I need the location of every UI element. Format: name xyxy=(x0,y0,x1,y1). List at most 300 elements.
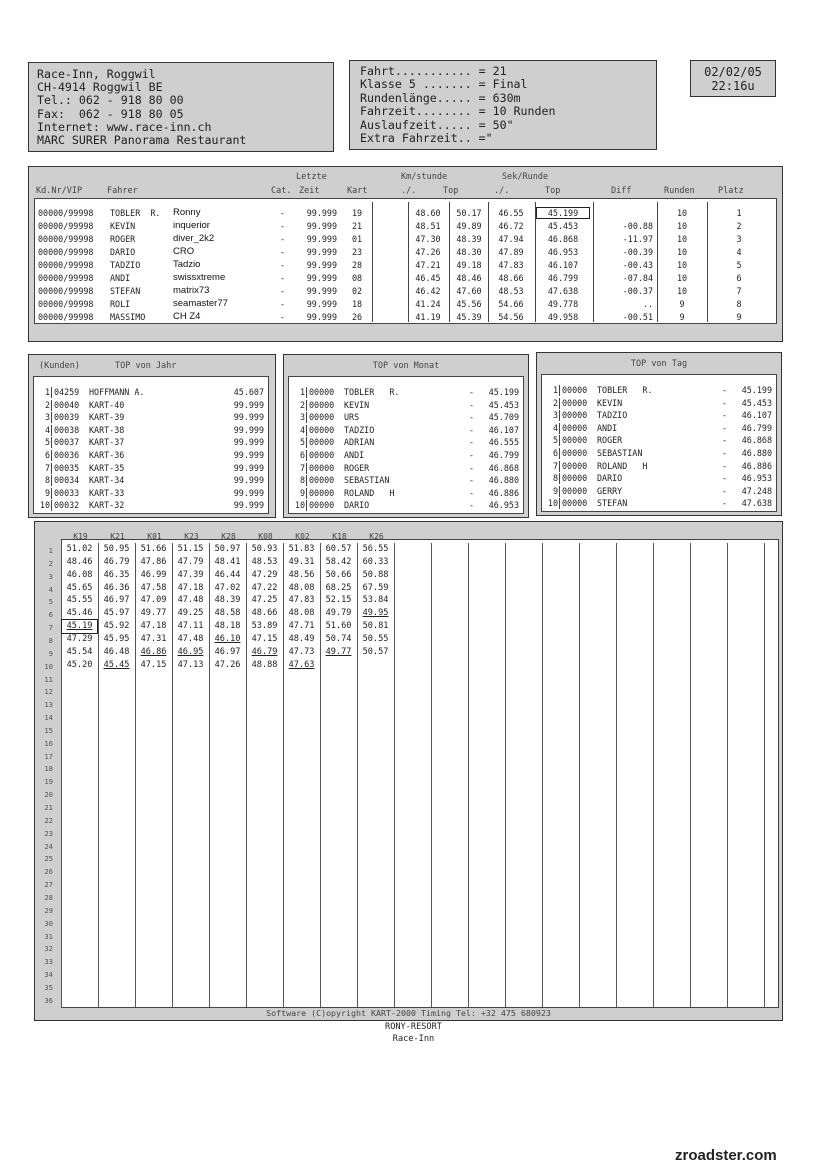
top-kdnr: 00000 xyxy=(562,385,588,395)
top-time: 45.453 xyxy=(488,399,519,410)
top-kdnr: 00000 xyxy=(309,450,335,460)
lap-number: 18 xyxy=(44,764,53,774)
top-name: KEVIN xyxy=(344,399,370,410)
result-driver: ROGER xyxy=(110,234,136,244)
lap-time: 48.18 xyxy=(214,621,241,632)
top-name: ROGER xyxy=(344,462,370,473)
top-time: 46.555 xyxy=(488,437,519,448)
top-kdnr: 00000 xyxy=(309,462,335,473)
top-time: 45.607 xyxy=(233,387,264,397)
result-sek-avg: 48.66 xyxy=(498,273,524,283)
top-kdnr: 00000 xyxy=(309,487,335,498)
kart-header: K02 xyxy=(295,532,310,541)
top-rank: 5 xyxy=(552,435,558,446)
result-cat: - xyxy=(280,221,286,231)
result-kdnr: 00000/99998 xyxy=(38,247,94,257)
lap-time: 53.89 xyxy=(251,621,278,632)
venue-address xyxy=(37,68,246,147)
result-kmh-top: 45.39 xyxy=(456,312,482,322)
top-dash: - xyxy=(469,500,475,511)
result-sek-avg: 46.55 xyxy=(498,208,524,218)
top-name: KART-35 xyxy=(89,462,125,473)
top-name: ROGER xyxy=(597,435,623,446)
result-zeit: 99.999 xyxy=(306,299,337,309)
top-rank: 2 xyxy=(44,399,50,410)
result-kart: 08 xyxy=(352,273,363,283)
top-jahr-title: TOP von Jahr xyxy=(115,361,177,371)
header-sek: Sek/Runde xyxy=(502,172,549,182)
result-kdnr: 00000/99998 xyxy=(38,234,94,244)
top-name: KART-38 xyxy=(89,424,125,435)
lap-time: 45.95 xyxy=(103,633,130,644)
lap-number: 13 xyxy=(44,700,53,710)
lap-number: 36 xyxy=(44,995,53,1005)
result-nickname: Tadzio xyxy=(173,259,201,270)
lap-column-line xyxy=(394,543,395,1007)
top-name: TOBLER R. xyxy=(597,385,653,395)
top-name: DARIO xyxy=(597,473,623,484)
top-kdnr: 00037 xyxy=(54,437,80,448)
venue-line: MARC SURER Panorama Restaurant xyxy=(37,133,247,148)
result-sek-top: 46.799 xyxy=(547,273,579,283)
result-kmh-avg: 47.30 xyxy=(415,234,441,244)
result-sek-avg: 47.94 xyxy=(498,234,524,244)
lap-time: 47.09 xyxy=(140,595,167,606)
result-kmh-top: 47.60 xyxy=(456,286,482,296)
lap-number: 11 xyxy=(44,674,53,684)
top-name: ROLAND H xyxy=(344,487,395,498)
lap-time: 49.31 xyxy=(288,556,315,567)
lap-time: 47.29 xyxy=(66,633,93,644)
result-platz: 7 xyxy=(736,286,742,296)
result-nickname: matrix73 xyxy=(173,285,210,296)
venue-line: CH-4914 Roggwil BE xyxy=(37,80,163,95)
lap-time: 47.11 xyxy=(177,621,204,632)
lap-time: 47.13 xyxy=(177,659,204,670)
result-diff: -00.37 xyxy=(622,286,653,296)
top-time: 99.999 xyxy=(233,487,264,498)
result-diff: -00.39 xyxy=(622,247,653,257)
result-cat: - xyxy=(280,299,286,309)
result-sek-top: 49.778 xyxy=(547,299,579,309)
lap-time: 48.58 xyxy=(214,608,241,619)
lap-time: 47.86 xyxy=(140,556,167,567)
lap-time: 45.55 xyxy=(66,595,93,606)
lap-time: 46.48 xyxy=(103,646,130,657)
lap-number: 28 xyxy=(44,892,53,902)
top-tag-title: TOP von Tag xyxy=(630,359,688,369)
lap-time: 50.88 xyxy=(362,569,389,580)
top-time: 46.868 xyxy=(741,435,772,446)
lap-time: 46.35 xyxy=(103,569,130,580)
lap-time: 48.08 xyxy=(288,582,315,593)
lap-column-line xyxy=(468,543,469,1007)
top-tag-list xyxy=(541,374,777,512)
top-rank: 8 xyxy=(44,475,50,486)
result-kart: 28 xyxy=(352,260,363,270)
top-time: 46.107 xyxy=(741,410,772,421)
lap-time: 50.55 xyxy=(362,633,389,644)
top-rank: 8 xyxy=(299,475,305,486)
top-time: 45.199 xyxy=(741,385,772,395)
lap-number: 31 xyxy=(44,931,53,941)
header-fahrer: Fahrer xyxy=(107,186,138,196)
header-kdnr: Kd.Nr/VIP xyxy=(36,186,83,196)
result-sek-top: 46.107 xyxy=(547,260,579,270)
lap-number: 23 xyxy=(44,828,53,838)
lap-time: 51.60 xyxy=(325,621,352,632)
result-platz: 2 xyxy=(736,221,742,231)
top-time: 45.453 xyxy=(741,397,772,408)
result-kmh-avg: 48.51 xyxy=(415,221,441,231)
lap-number: 4 xyxy=(48,584,53,594)
result-platz: 3 xyxy=(736,234,742,244)
top-name: HOFFMANN A. xyxy=(89,387,145,397)
lap-time: 46.97 xyxy=(103,595,130,606)
top-dash: - xyxy=(469,450,475,460)
result-driver: ROLI xyxy=(110,299,131,309)
lap-time: 47.39 xyxy=(177,569,204,580)
result-sek-avg: 54.56 xyxy=(498,312,524,322)
kart-header: K19 xyxy=(73,532,88,541)
result-kdnr: 00000/99998 xyxy=(38,221,94,231)
lap-time: 47.29 xyxy=(251,569,278,580)
top-name: URS xyxy=(344,412,360,423)
result-nickname: Ronny xyxy=(173,207,201,218)
results-table xyxy=(34,198,777,324)
result-driver: DARIO xyxy=(110,247,136,257)
result-zeit: 99.999 xyxy=(306,221,337,231)
kart-header: K18 xyxy=(332,532,347,541)
date: 02/02/05 xyxy=(704,65,762,79)
top-dash: - xyxy=(469,487,475,498)
result-kmh-avg: 46.42 xyxy=(415,286,441,296)
top-rank: 7 xyxy=(552,460,558,471)
lap-time: 50.93 xyxy=(251,544,278,554)
result-sek-top: 46.953 xyxy=(547,247,579,257)
top-kdnr: 00038 xyxy=(54,424,80,435)
top-kdnr: 00000 xyxy=(562,448,588,458)
result-sek-top: 47.638 xyxy=(547,286,579,296)
result-sek-avg: 47.89 xyxy=(498,247,524,257)
result-kdnr: 00000/99998 xyxy=(38,312,94,322)
top-tag-panel xyxy=(536,352,782,516)
lap-time: 49.95 xyxy=(362,608,389,619)
top-kdnr: 00000 xyxy=(309,500,335,511)
race-info-line: Klasse 5 ....... = Final xyxy=(360,77,528,92)
lap-time: 49.77 xyxy=(325,646,352,657)
top-name: TADZIO xyxy=(344,424,375,435)
lap-time: 50.66 xyxy=(325,569,352,580)
top-rank: 2 xyxy=(552,397,558,408)
top-jahr-label: (Kunden) xyxy=(39,361,80,371)
result-diff: -00.43 xyxy=(622,260,653,270)
result-kart: 26 xyxy=(352,312,363,322)
lap-time: 47.18 xyxy=(177,582,204,593)
top-rank: 9 xyxy=(44,487,50,498)
lap-time: 47.79 xyxy=(177,556,204,567)
top-kdnr: 00000 xyxy=(309,412,335,423)
top-time: 46.880 xyxy=(488,475,519,486)
top-dash: - xyxy=(722,435,728,446)
result-kart: 21 xyxy=(352,221,363,231)
lap-time: 68.25 xyxy=(325,582,352,593)
top-time: 99.999 xyxy=(233,450,264,460)
lap-column-line xyxy=(579,543,580,1007)
top-monat-panel xyxy=(283,354,529,518)
top-time: 46.799 xyxy=(488,450,519,460)
top-time: 99.999 xyxy=(233,412,264,423)
result-kmh-top: 49.18 xyxy=(456,260,482,270)
software-copyright: Software (C)opyright KART-2000 Timing Tel: +32 475 680923 xyxy=(266,1008,551,1018)
lap-time: 45.65 xyxy=(66,582,93,593)
result-nickname: swissxtreme xyxy=(173,272,226,283)
top-time: 45.199 xyxy=(488,387,519,397)
result-runden: 10 xyxy=(676,234,688,244)
top-time: 99.999 xyxy=(233,399,264,410)
top-name: KART-34 xyxy=(89,475,125,486)
top-time: 46.886 xyxy=(488,487,519,498)
result-kmh-avg: 47.21 xyxy=(415,260,441,270)
top-time: 46.880 xyxy=(741,448,772,458)
time: 22:16u xyxy=(711,79,755,93)
results-panel xyxy=(28,166,783,342)
lap-time: 46.10 xyxy=(214,633,241,644)
lap-time: 46.44 xyxy=(214,569,241,580)
result-nickname: CH Z4 xyxy=(173,311,201,322)
lap-time: 46.95 xyxy=(177,646,204,657)
top-dash: - xyxy=(469,475,475,486)
top-name: KART-32 xyxy=(89,500,125,511)
top-time: 47.638 xyxy=(741,498,772,509)
result-driver: ANDI xyxy=(110,273,131,283)
lap-column-line xyxy=(727,543,728,1007)
lap-time: 60.33 xyxy=(362,556,389,567)
lap-time: 67.59 xyxy=(362,582,389,593)
top-dash: - xyxy=(722,448,728,458)
result-kdnr: 00000/99998 xyxy=(38,299,94,309)
lap-time: 56.55 xyxy=(362,544,389,554)
lap-time: 46.79 xyxy=(103,556,130,567)
result-kmh-top: 48.39 xyxy=(456,234,482,244)
lap-number: 14 xyxy=(44,713,53,723)
lap-number: 34 xyxy=(44,970,53,980)
result-runden: 10 xyxy=(676,260,688,270)
top-dash: - xyxy=(722,410,728,421)
lap-number: 3 xyxy=(48,571,53,581)
lap-number: 8 xyxy=(48,635,53,645)
top-time: 99.999 xyxy=(233,437,264,448)
result-cat: - xyxy=(280,286,286,296)
top-rank: 9 xyxy=(299,487,305,498)
top-rank: 5 xyxy=(44,437,50,448)
result-driver: KEVIN xyxy=(110,221,136,231)
lap-time: 51.02 xyxy=(66,544,93,554)
top-name: ANDI xyxy=(344,450,365,460)
top-name: TADZIO xyxy=(597,410,628,421)
lap-number: 2 xyxy=(48,558,53,568)
lap-column-line xyxy=(653,543,654,1007)
top-kdnr: 00033 xyxy=(54,487,80,498)
top-kdnr: 00000 xyxy=(309,399,335,410)
lap-time: 45.97 xyxy=(103,608,130,619)
watermark: zroadster.com xyxy=(675,1147,777,1164)
result-kmh-avg: 46.45 xyxy=(415,273,441,283)
top-name: ANDI xyxy=(597,422,618,433)
result-cat: - xyxy=(280,260,286,270)
top-kdnr: 00032 xyxy=(54,500,80,511)
lap-number: 32 xyxy=(44,944,53,954)
top-rank: 5 xyxy=(299,437,305,448)
result-sek-avg: 47.83 xyxy=(498,260,524,270)
lap-number: 20 xyxy=(44,790,53,800)
top-kdnr: 04259 xyxy=(54,387,80,397)
top-rank: 7 xyxy=(299,462,305,473)
header-platz: Platz xyxy=(718,186,744,196)
result-zeit: 99.999 xyxy=(306,273,337,283)
lap-time: 50.81 xyxy=(362,621,389,632)
result-sek-avg: 54.66 xyxy=(498,299,524,309)
race-info-line: Extra Fahrzeit.. =" xyxy=(360,131,493,146)
lap-time: 48.88 xyxy=(251,659,278,670)
lap-number: 15 xyxy=(44,725,53,735)
kart-header: K08 xyxy=(258,532,273,541)
kart-header: K26 xyxy=(369,532,384,541)
result-sek-top: 46.868 xyxy=(547,234,579,244)
result-nickname: seamaster77 xyxy=(173,298,228,309)
top-name: SEBASTIAN xyxy=(597,448,643,458)
result-kmh-top: 49.89 xyxy=(456,221,482,231)
top-rank: 8 xyxy=(552,473,558,484)
lap-time: 48.49 xyxy=(288,633,315,644)
venue-line: Fax: 062 - 918 80 05 xyxy=(37,106,184,121)
race-info-line: Fahrt........... = 21 xyxy=(360,64,507,78)
result-platz: 9 xyxy=(736,312,742,322)
top-rank: 4 xyxy=(552,422,558,433)
header-runden: Runden xyxy=(664,186,695,196)
result-kmh-top: 48.46 xyxy=(456,273,482,283)
lap-time: 48.46 xyxy=(66,556,93,567)
lap-time: 47.18 xyxy=(140,621,167,632)
race-info-line: Fahrzeit........ = 10 Runden xyxy=(360,104,556,119)
top-kdnr: 00000 xyxy=(562,435,588,446)
top-rank: 3 xyxy=(299,412,305,423)
result-kdnr: 00000/99998 xyxy=(38,260,94,270)
result-runden: 10 xyxy=(676,208,688,218)
result-kart: 18 xyxy=(352,299,363,309)
result-nickname: diver_2k2 xyxy=(173,233,215,244)
result-sek-top: 45.199 xyxy=(537,208,589,218)
top-rank: 7 xyxy=(44,462,50,473)
lap-time: 50.97 xyxy=(214,544,241,554)
lap-number: 12 xyxy=(44,687,53,697)
kart-header: K01 xyxy=(147,532,162,541)
top-dash: - xyxy=(469,424,475,435)
header-kmh-top: Top xyxy=(443,186,459,196)
lap-number: 30 xyxy=(44,918,53,928)
header-kart: Kart xyxy=(347,186,368,196)
top-time: 99.999 xyxy=(233,462,264,473)
result-sek-top: 49.958 xyxy=(547,312,579,322)
lap-time: 47.48 xyxy=(177,633,204,644)
race-info xyxy=(360,65,555,145)
lap-time: 50.57 xyxy=(362,646,389,657)
top-kdnr: 00000 xyxy=(309,437,335,448)
lap-time: 51.15 xyxy=(177,544,204,554)
result-kart: 01 xyxy=(352,234,363,244)
top-dash: - xyxy=(722,385,728,395)
result-runden: 10 xyxy=(676,273,688,283)
lap-time: 46.79 xyxy=(251,646,278,657)
result-nickname: inquerior xyxy=(173,220,210,231)
lap-time: 48.66 xyxy=(251,608,278,619)
lap-column-line xyxy=(431,543,432,1007)
result-diff: -07.84 xyxy=(622,273,653,283)
lap-time: 49.77 xyxy=(140,608,167,619)
result-driver: MASSIMO xyxy=(110,312,146,322)
lap-time: 46.99 xyxy=(140,569,167,580)
result-sek-top: 45.453 xyxy=(547,221,579,231)
result-driver: STEFAN xyxy=(110,286,141,296)
top-kdnr: 00000 xyxy=(562,422,588,433)
result-cat: - xyxy=(280,208,286,218)
venue-box xyxy=(28,62,334,152)
top-time: 45.709 xyxy=(488,412,519,423)
result-cat: - xyxy=(280,247,286,257)
top-kdnr: 00000 xyxy=(562,460,588,471)
lap-time: 50.74 xyxy=(325,633,352,644)
top-dash: - xyxy=(722,498,728,509)
result-cat: - xyxy=(280,312,286,322)
top-kdnr: 00035 xyxy=(54,462,80,473)
result-zeit: 99.999 xyxy=(306,312,337,322)
result-platz: 6 xyxy=(736,273,742,283)
footer-race-inn: Race-Inn xyxy=(392,1034,435,1044)
lap-number: 25 xyxy=(44,854,53,864)
top-monat-list xyxy=(288,376,524,514)
top-kdnr: 00039 xyxy=(54,412,80,423)
lap-time: 47.25 xyxy=(251,595,278,606)
lap-column-line xyxy=(764,543,765,1007)
lap-time: 50.95 xyxy=(103,544,130,554)
top-dash: - xyxy=(469,462,475,473)
lap-number: 29 xyxy=(44,905,53,915)
top-name: ROLAND H xyxy=(597,460,648,471)
lap-column-line xyxy=(542,543,543,1007)
lap-number: 5 xyxy=(48,597,53,607)
top-kdnr: 00000 xyxy=(562,498,588,509)
result-zeit: 99.999 xyxy=(306,286,337,296)
result-kmh-avg: 48.60 xyxy=(415,208,441,218)
top-dash: - xyxy=(469,437,475,448)
lap-number: 10 xyxy=(44,661,53,671)
top-rank: 1 xyxy=(552,385,558,395)
top-name: DARIO xyxy=(344,500,370,511)
lap-time: 46.97 xyxy=(214,646,241,657)
lap-time: 45.92 xyxy=(103,621,130,632)
top-rank: 4 xyxy=(44,424,50,435)
top-rank: 1 xyxy=(299,387,305,397)
header-zeit: Zeit xyxy=(299,186,320,196)
lap-time: 58.42 xyxy=(325,556,352,567)
lap-time: 47.83 xyxy=(288,595,315,606)
result-runden: 9 xyxy=(679,312,685,322)
lap-column-line xyxy=(616,543,617,1007)
top-rank: 2 xyxy=(299,399,305,410)
result-diff: .. xyxy=(642,299,653,309)
race-info-box xyxy=(349,60,657,150)
top-rank: 6 xyxy=(552,448,558,458)
